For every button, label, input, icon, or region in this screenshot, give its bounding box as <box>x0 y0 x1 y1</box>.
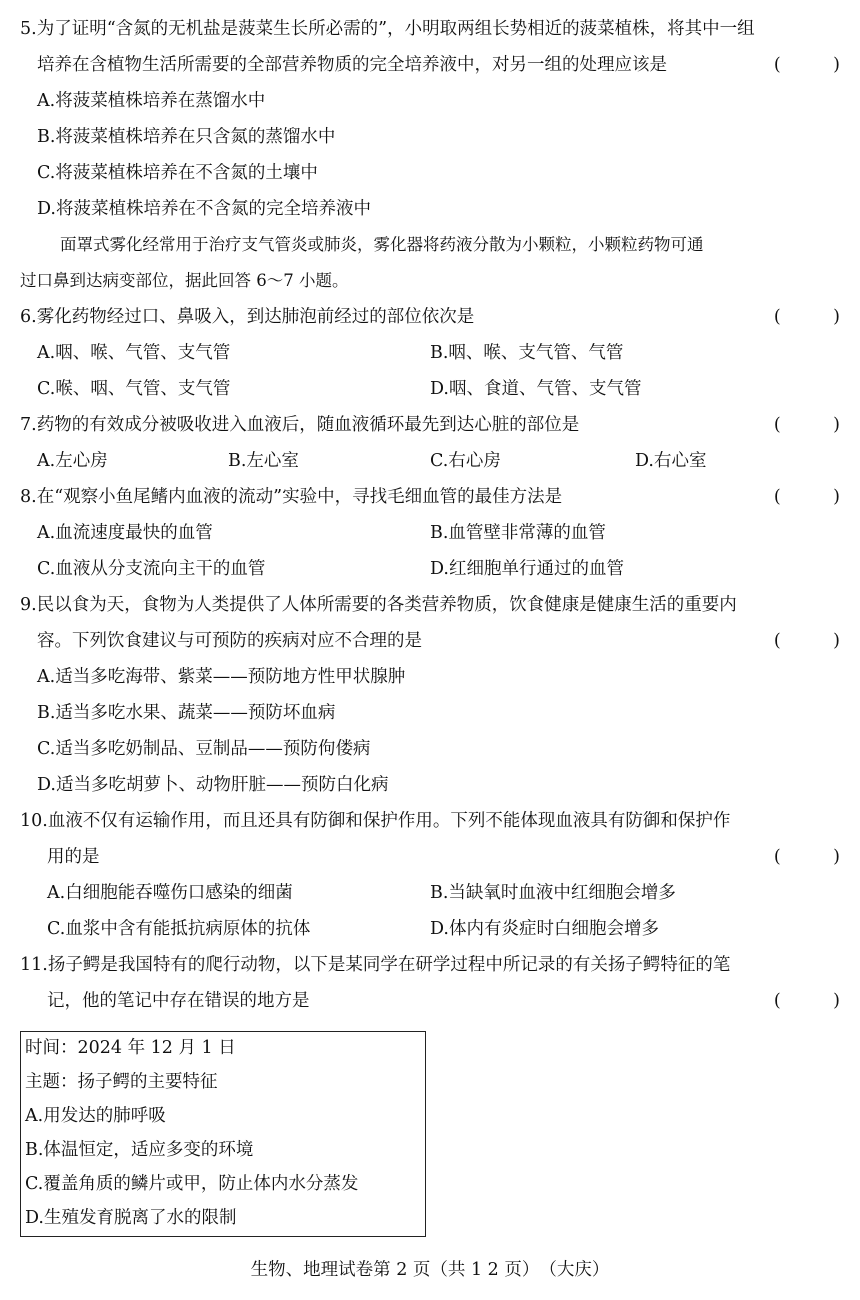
q7-option-b: B.左心室 <box>228 451 299 471</box>
note-topic: 主题：扬子鳄的主要特征 <box>25 1072 218 1092</box>
note-item-b: B.体温恒定，适应多变的环境 <box>25 1140 254 1160</box>
q8-stem: 8.在“观察小鱼尾鳍内血液的流动”实验中，寻找毛细血管的最佳方法是 <box>20 487 563 507</box>
q5-stem-line2: 培养在含植物生活所需要的全部营养物质的完全培养液中，对另一组的处理应该是 <box>37 55 667 75</box>
q6-option-c: C.喉、咽、气管、支气管 <box>37 379 231 399</box>
q8-option-b: B.血管壁非常薄的血管 <box>430 523 606 543</box>
q11-stem-line2: 记，他的笔记中存在错误的地方是 <box>47 991 310 1011</box>
q5-option-d: D.将菠菜植株培养在不含氮的完全培养液中 <box>37 199 371 219</box>
note-item-a: A.用发达的肺呼吸 <box>25 1106 166 1126</box>
q9-option-d: D.适当多吃胡萝卜、动物肝脏——预防白化病 <box>37 775 389 795</box>
note-item-d: D.生殖发育脱离了水的限制 <box>25 1208 237 1228</box>
q8-option-c: C.血液从分支流向主干的血管 <box>37 559 266 579</box>
q10-option-c: C.血浆中含有能抵抗病原体的抗体 <box>47 919 311 939</box>
q10-stem-line2: 用的是 <box>47 847 100 867</box>
q7-option-c: C.右心房 <box>430 451 501 471</box>
q7-stem: 7.药物的有效成分被吸收进入血液后，随血液循环最先到达心脏的部位是 <box>20 415 580 435</box>
q10-option-a: A.白细胞能吞噬伤口感染的细菌 <box>47 883 293 903</box>
q10-answer-paren: ( ) <box>773 847 840 867</box>
passage-line1: 面罩式雾化经常用于治疗支气管炎或肺炎，雾化器将药液分散为小颗粒，小颗粒药物可通 <box>60 235 704 254</box>
q6-answer-paren: ( ) <box>773 307 840 327</box>
q6-option-a: A.咽、喉、气管、支气管 <box>37 343 231 363</box>
q5-option-c: C.将菠菜植株培养在不含氮的土壤中 <box>37 163 318 183</box>
page-footer: 生物、地理试卷第 2 页（共 1 2 页） （大庆） <box>250 1260 610 1280</box>
q10-stem-line1: 10.血液不仅有运输作用，而且还具有防御和保护作用。下列不能体现血液具有防御和保护作 <box>20 811 731 831</box>
q9-option-a: A.适当多吃海带、紫菜——预防地方性甲状腺肿 <box>37 667 406 687</box>
q11-answer-paren: ( ) <box>773 991 840 1011</box>
q7-option-d: D.右心室 <box>635 451 707 471</box>
q9-stem-line2: 容。下列饮食建议与可预防的疾病对应不合理的是 <box>37 631 422 651</box>
q6-option-d: D.咽、食道、气管、支气管 <box>430 379 642 399</box>
q9-option-b: B.适当多吃水果、蔬菜——预防坏血病 <box>37 703 336 723</box>
q11-stem-line1: 11.扬子鳄是我国特有的爬行动物，以下是某同学在研学过程中所记录的有关扬子鳄特征的笔 <box>20 955 731 975</box>
q6-option-b: B.咽、喉、支气管、气管 <box>430 343 624 363</box>
q6-stem: 6.雾化药物经过口、鼻吸入，到达肺泡前经过的部位依次是 <box>20 307 475 327</box>
q5-option-b: B.将菠菜植株培养在只含氮的蒸馏水中 <box>37 127 336 147</box>
q10-option-d: D.体内有炎症时白细胞会增多 <box>430 919 659 939</box>
q9-option-c: C.适当多吃奶制品、豆制品——预防佝偻病 <box>37 739 371 759</box>
study-note-box <box>20 1031 426 1237</box>
q5-option-a: A.将菠菜植株培养在蒸馏水中 <box>37 91 266 111</box>
q7-option-a: A.左心房 <box>37 451 108 471</box>
q7-answer-paren: ( ) <box>773 415 840 435</box>
q8-answer-paren: ( ) <box>773 487 840 507</box>
q9-answer-paren: ( ) <box>773 631 840 651</box>
q10-option-b: B.当缺氧时血液中红细胞会增多 <box>430 883 676 903</box>
note-time: 时间：2024 年 12 月 1 日 <box>25 1038 236 1058</box>
q9-stem-line1: 9.民以食为天，食物为人类提供了人体所需要的各类营养物质，饮食健康是健康生活的重要内 <box>20 595 737 615</box>
q8-option-a: A.血流速度最快的血管 <box>37 523 213 543</box>
q5-answer-paren: ( ) <box>773 55 840 75</box>
q5-stem-line1: 5.为了证明“含氮的无机盐是菠菜生长所必需的”，小明取两组长势相近的菠菜植株，将其中一组 <box>20 19 755 39</box>
note-item-c: C.覆盖角质的鳞片或甲，防止体内水分蒸发 <box>25 1174 359 1194</box>
passage-line2: 过口鼻到达病变部位，据此回答 6～7 小题。 <box>20 271 349 290</box>
q8-option-d: D.红细胞单行通过的血管 <box>430 559 624 579</box>
